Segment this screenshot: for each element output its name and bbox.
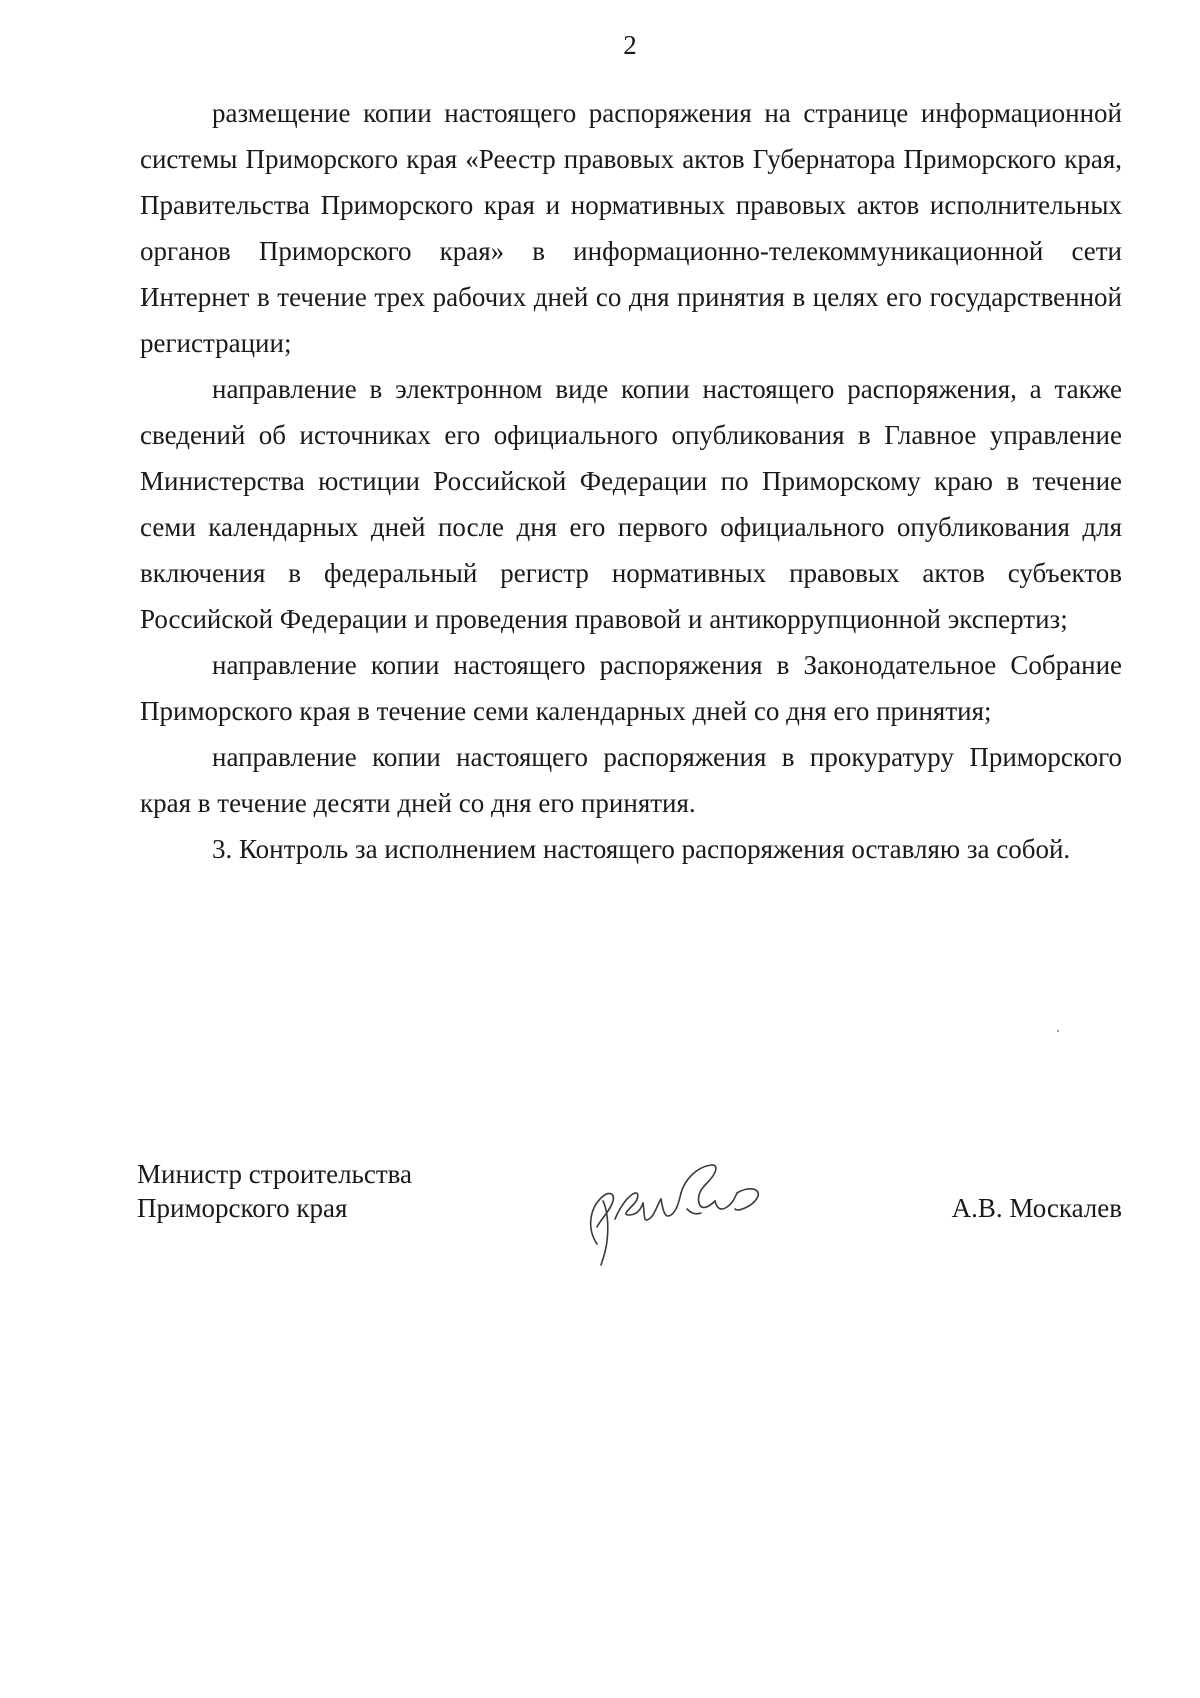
paragraph-justice-ministry: направление в электронном виде копии настоящего распоряжения, а также сведений об источниках его официального опубликования в Главное управление Министерства юстиции Российской Федерации по Приморскому краю в течение семи календарных дней после дня его первого официального опубликования для включения в федеральный регистр нормативных правовых актов субъектов Российской Федерации и проведения правовой и антикоррупционной экспертиз; [140, 374, 1122, 634]
paragraph-control: 3. Контроль за исполнением настоящего распоряжения оставляю за собой. [212, 834, 1071, 864]
signature-block [137, 1157, 1122, 1277]
paragraph-registry-publication: размещение копии настоящего распоряжения на странице информационной системы Приморского края «Реестр правовых актов Губернатора Приморского края, Правительства Приморского края и нормативных правовых актов исполнительных органов Приморского края» в информационно-телекоммуникационной сети Интернет в течение трех рабочих дней со дня принятия в целях его государственной регистрации; [140, 98, 1122, 358]
page-number: 2 [623, 30, 637, 60]
signatory-title-line-2: Приморского края [137, 1193, 348, 1223]
paragraph-legislative-assembly: направление копии настоящего распоряжения в Законодательное Собрание Приморского края в течение семи календарных дней со дня его принятия; [140, 650, 1122, 726]
handwritten-signature [557, 1149, 787, 1269]
document-body [140, 90, 1122, 872]
paragraph-prosecutor: направление копии настоящего распоряжения в прокуратуру Приморского края в течение десяти дней со дня его принятия. [140, 742, 1122, 818]
scan-speck [1057, 1030, 1059, 1032]
signatory-title-line-1: Министр строительства [137, 1159, 413, 1189]
signatory-name: А.В. Москалев [951, 1193, 1122, 1223]
signatory-title [137, 1157, 412, 1225]
